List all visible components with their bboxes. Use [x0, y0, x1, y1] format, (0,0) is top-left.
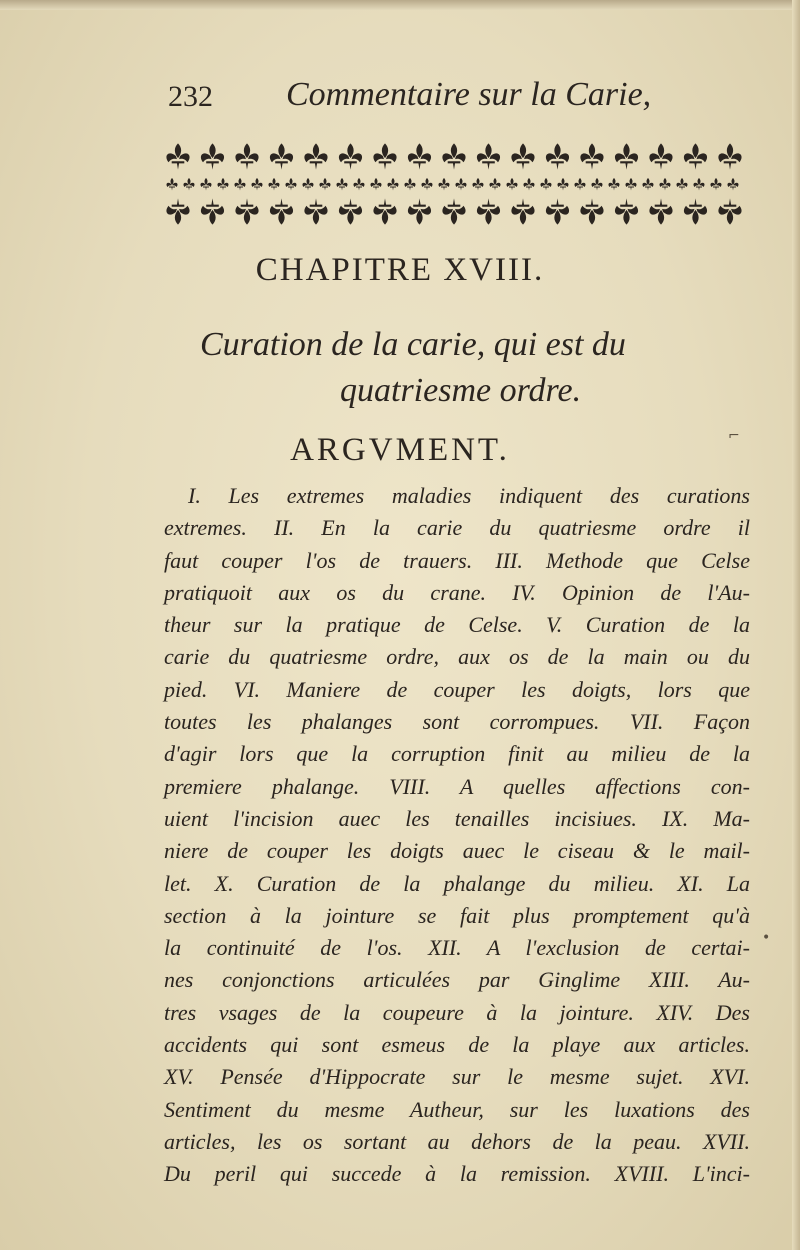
argument-line: nes conjonctions articulées par Ginglime XIII. Au- [164, 967, 750, 993]
page-right-edge [792, 0, 800, 1250]
argument-line: toutes les phalanges sont corrompues. VII. Façon [164, 709, 750, 735]
page-number: 232 [168, 80, 213, 113]
argument-line: d'agir lors que la corruption finit au milieu de la [164, 741, 750, 767]
chapter-subtitle [200, 322, 760, 414]
argument-line: tres vsages de la coupeure à la jointure. XIV. Des [164, 999, 750, 1025]
margin-mark: ⌐ [728, 428, 740, 444]
argument-line: niere de couper les doigts auec le ciseau & le mail- [164, 838, 750, 864]
argument-line: Sentiment du mesme Autheur, sur les luxations des [164, 1096, 750, 1122]
page-top-edge [0, 0, 800, 10]
argument-line: pied. VI. Maniere de couper les doigts, lors que [164, 676, 750, 702]
argument-line: pratiquoit aux os du crane. IV. Opinion de l'Au- [164, 579, 750, 605]
argument-body [164, 480, 750, 1191]
argument-line: faut couper l'os de trauers. III. Methode que Celse [164, 547, 750, 573]
chapter-subtitle-line-2: quatriesme ordre. [340, 372, 582, 409]
chapter-title: CHAPITRE XVIII. [255, 252, 545, 288]
page-header [168, 72, 748, 122]
argument-heading: ARGVMENT. [290, 432, 510, 468]
argument-line: la continuité de l'os. XII. A l'exclusion de certai- [164, 935, 750, 961]
fleur-de-lis-band-icon [166, 134, 746, 234]
argument-line: I. Les extremes maladies indiquent des curations [188, 483, 750, 508]
argument-line: carie du quatriesme ordre, aux os de la main ou du [164, 644, 750, 670]
chapter-subtitle-line-1: Curation de la carie, qui est du [200, 326, 626, 363]
argument-line: let. X. Curation de la phalange du milieu. XI. La [164, 870, 750, 896]
argument-line: extremes. II. En la carie du quatriesme ordre il [164, 515, 750, 541]
argument-line: articles, les os sortant au dehors de la peau. XVII. [164, 1128, 750, 1154]
argument-line: theur sur la pratique de Celse. V. Curation de la [164, 612, 750, 638]
margin-dot: • [762, 930, 771, 946]
argument-line: premiere phalange. VIII. A quelles affections con- [164, 773, 750, 799]
argument-line: uient l'incision auec les tenailles incisiues. IX. Ma- [164, 805, 750, 831]
argument-line: section à la jointure se fait plus promptement qu'à [164, 902, 750, 928]
argument-line: Du peril qui succede à la remission. XVIII. L'inci- [164, 1161, 750, 1187]
running-head: Commentaire sur la Carie, [286, 76, 652, 113]
argument-line: accidents qui sont esmeus de la playe aux articles. [164, 1032, 750, 1058]
argument-line: XV. Pensée d'Hippocrate sur le mesme sujet. XVI. [164, 1064, 750, 1090]
